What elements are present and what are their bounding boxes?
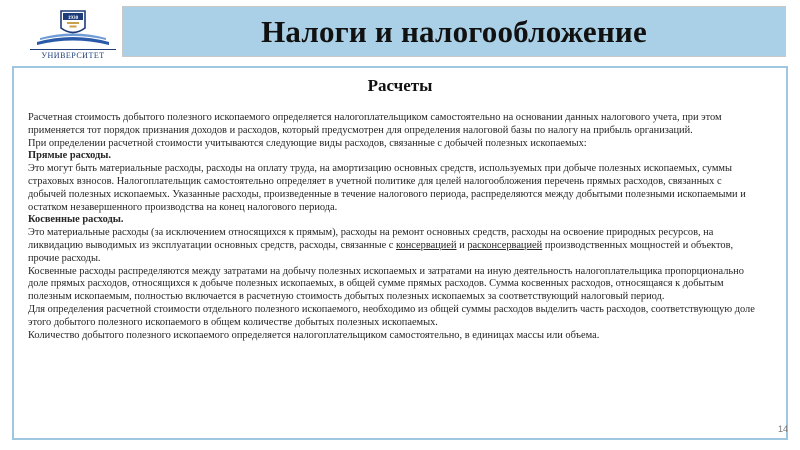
university-logo (30, 6, 116, 60)
section-subtitle: Расчеты (367, 76, 433, 95)
indirect-text-and: и (459, 239, 465, 251)
paragraph-single-mineral: Для определения расчетной стоимости отдельного полезного ископаемого, необходимо из общей суммы расходов выделить часть расходов, соответствующую доле этого добытого полезного ископаемого в общем количестве добытых полезных ископаемых. (28, 303, 755, 328)
conservation-link[interactable]: консервацией (396, 239, 457, 251)
paragraph-intro: Расчетная стоимость добытого полезного ископаемого определяется налогоплательщиком самостоятельно на основании данных налогового учета, при этом применяется тот порядок признания доходов и расходов, который предусмотрен для определения налоговой базы по налогу на прибыль организаций. (28, 112, 722, 136)
body-text (28, 112, 758, 342)
page-number: 14 (777, 424, 788, 434)
logo-label: УНИВЕРСИТЕТ (30, 49, 116, 60)
heading-direct-expenses: Прямые расходы. (28, 150, 111, 162)
paragraph-quantity: Количество добытого полезного ископаемого определяется налогоплательщиком самостоятельно, в единицах массы или объема. (28, 329, 600, 341)
slide-title: Налоги и налогообложение (261, 13, 647, 49)
content-frame (12, 66, 788, 440)
indirect-text-end: производственных мощностей и объектов, прочие расходы. (28, 239, 734, 264)
heading-indirect-expenses: Косвенные расходы. (28, 214, 124, 226)
svg-text:1930: 1930 (67, 14, 79, 21)
university-emblem-icon (34, 6, 112, 48)
paragraph-indirect-expenses (28, 227, 758, 265)
paragraph-direct-expenses: Это могут быть материальные расходы, расходы на оплату труда, на амортизацию основных средств, используемых при добыче полезных ископаемых, суммы страховых взносов. Налогоплательщик самостоятельно определяет в учетной политике для целей налогообложения перечень прямых расходов, связанных с добычей полезных ископаемых. Указанные расходы, произведенные в течение налогового периода, распределяются между добытыми полезными ископаемыми и остатком незавершенного производства на конец налогового периода. (28, 163, 746, 213)
indirect-text-start: Это материальные расходы (за исключением относящихся к прямым), расходы на ремонт основных средств, расходы на освоение природных ресурсов, на ликвидацию выводимых из эксплуатации основных средств, расходы, связанные с (28, 227, 714, 251)
title-bar (122, 6, 786, 57)
paragraph-expense-types: При определении расчетной стоимости учитываются следующие виды расходов, связанные с добычей полезных ископаемых: (28, 137, 587, 149)
reconservation-link[interactable]: расконсервацией (467, 239, 543, 251)
paragraph-indirect-distribution: Косвенные расходы распределяются между затратами на добычу полезных ископаемых и затратами на иную деятельность налогоплательщика пропорционально доле прямых расходов, относящихся к добыче полезных ископаемых, в общей сумме прямых расходов. Сумма косвенных расходов, относящаяся к добытым полезным ископаемым, полностью включается в расчетную стоимость добытых полезных ископаемых за соответствующий налоговый период. (28, 265, 744, 303)
